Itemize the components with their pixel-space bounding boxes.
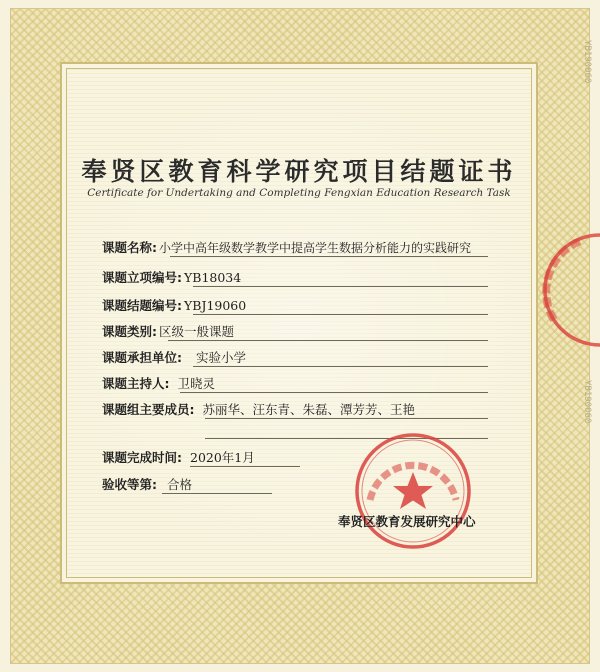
field-subject-name [102, 238, 471, 256]
field-grade [102, 475, 192, 493]
field-label: 课题名称: [102, 240, 157, 255]
field-value: YBJ19060 [184, 298, 247, 313]
field-value: 苏丽华、汪东青、朱磊、潭芳芳、王艳 [202, 402, 416, 417]
field-category [102, 322, 234, 340]
underline [193, 286, 488, 287]
field-value: 小学中高年级数学教学中提高学生数据分析能力的实践研究 [159, 241, 472, 255]
underline [170, 256, 488, 257]
field-value: 2020年1月 [190, 450, 255, 465]
field-label: 课题主持人: [102, 376, 170, 391]
underline [190, 466, 300, 467]
side-code-bottom: YB190060 [582, 380, 592, 424]
certificate-subtitle-en: Certificate for Undertaking and Completing Fengxian Education Research Task [87, 187, 511, 199]
underline [168, 340, 488, 341]
field-label: 课题结题编号: [102, 298, 182, 313]
underline [193, 314, 488, 315]
official-seal-icon [352, 430, 474, 552]
partial-seal-icon [540, 225, 600, 355]
field-value: 卫晓灵 [177, 376, 216, 391]
field-label: 验收等第: [102, 477, 157, 492]
certificate-title: 奉贤区教育科学研究项目结题证书 [81, 157, 517, 186]
field-label: 课题完成时间: [102, 450, 182, 465]
underline [205, 418, 488, 419]
underline [180, 392, 488, 393]
field-completion-number [102, 296, 246, 314]
field-value: 实验小学 [196, 350, 247, 365]
issuer-name: 奉贤区教育发展研究中心 [338, 514, 476, 529]
field-label: 课题类别: [102, 324, 157, 339]
field-value: 合格 [167, 477, 193, 492]
field-members [102, 400, 415, 418]
field-label: 课题立项编号: [102, 270, 182, 285]
underline [193, 366, 488, 367]
field-label: 课题组主要成员: [102, 402, 195, 417]
field-value: 区级一般课题 [159, 324, 235, 339]
field-completion-time [102, 448, 255, 466]
field-label: 课题承担单位: [102, 350, 182, 365]
field-value: YB18034 [184, 270, 242, 285]
field-unit [102, 348, 246, 366]
field-approval-number [102, 268, 241, 286]
field-host [102, 374, 215, 392]
underline [162, 493, 272, 494]
side-code-top: YB190060 [582, 40, 592, 84]
